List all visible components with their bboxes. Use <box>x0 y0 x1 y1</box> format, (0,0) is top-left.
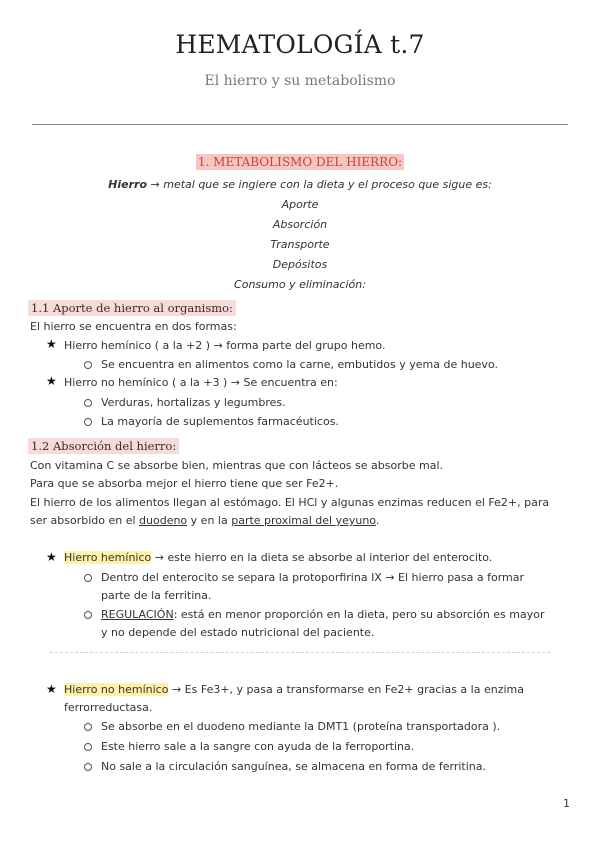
sub-bullet-text: parte de la ferritina. <box>101 589 212 602</box>
star-bullet-icon: ★ <box>46 374 57 388</box>
sub-bullet-text: Verduras, hortalizas y legumbres. <box>101 396 286 409</box>
subsection-heading: 1.1 Aporte de hierro al organismo: <box>28 300 236 316</box>
circle-bullet-icon <box>84 574 92 582</box>
sub-bullet-text: No sale a la circulación sanguínea, se almacena en forma de ferritina. <box>101 760 486 773</box>
circle-bullet-icon <box>84 763 92 771</box>
sub-bullet-text: Este hierro sale a la sangre con ayuda de la ferroportina. <box>101 740 415 753</box>
paragraph <box>30 514 379 527</box>
section-intro <box>0 178 600 191</box>
section-heading-wrap <box>0 151 600 170</box>
bullet-text <box>64 683 524 696</box>
step-item: Absorción <box>272 218 328 231</box>
sub-bullet-text: Se encuentra en alimentos como la carne, embutidos y yema de huevo. <box>101 358 498 371</box>
paragraph: El hierro de los alimentos llegan al estómago. El HCl y algunas enzimas reducen el Fe2+, para <box>30 496 550 509</box>
step-item: Transporte <box>270 238 330 251</box>
paragraph: El hierro se encuentra en dos formas: <box>30 320 237 333</box>
highlighted-term: Hierro hemínico <box>64 551 152 564</box>
text: ser absorbido en el <box>30 514 140 527</box>
paragraph: Para que se absorba mejor el hierro tiene que ser Fe2+. <box>30 477 339 490</box>
underlined-text: parte proximal del yeyuno <box>231 514 376 527</box>
star-bullet-icon: ★ <box>46 682 57 696</box>
bullet-text: Hierro hemínico ( a la +2 ) → forma parte del grupo hemo. <box>64 339 386 352</box>
circle-bullet-icon <box>84 399 92 407</box>
star-bullet-icon: ★ <box>46 337 57 351</box>
star-bullet-icon: ★ <box>46 550 57 564</box>
circle-bullet-icon <box>84 723 92 731</box>
text: → Es Fe3+, y pasa a transformarse en Fe2+ gracias a la enzima <box>168 683 524 696</box>
highlighted-term: Hierro no hemínico <box>64 683 169 696</box>
bullet-text: Hierro no hemínico ( a la +3 ) → Se encuentra en: <box>64 376 338 389</box>
underlined-text: REGULACIÓN <box>101 608 174 621</box>
text: y en la <box>187 514 232 527</box>
subsection-heading: 1.2 Absorción del hierro: <box>28 438 179 454</box>
intro-bold: Hierro <box>108 178 148 191</box>
dashed-divider <box>50 652 550 653</box>
circle-bullet-icon <box>84 418 92 426</box>
circle-bullet-icon <box>84 611 92 619</box>
page-subtitle: El hierro y su metabolismo <box>204 73 396 89</box>
subsection-heading-wrap <box>28 435 179 454</box>
text: : está en menor proporción en la dieta, pero su absorción es mayor <box>173 608 545 621</box>
sub-bullet-text: Dentro del enterocito se separa la protoporfirina IX → El hierro pasa a formar <box>101 571 525 584</box>
step-item: Aporte <box>281 198 319 211</box>
bullet-text <box>64 551 492 564</box>
circle-bullet-icon <box>84 361 92 369</box>
paragraph: Con vitamina C se absorbe bien, mientras que con lácteos se absorbe mal. <box>30 459 443 472</box>
sub-bullet-text: Se absorbe en el duodeno mediante la DMT1 (proteína transportadora ). <box>101 720 501 733</box>
sub-bullet-text: y no depende del estado nutricional del paciente. <box>101 626 375 639</box>
text: → este hierro en la dieta se absorbe al interior del enterocito. <box>151 551 493 564</box>
circle-bullet-icon <box>84 743 92 751</box>
step-item: Depósitos <box>272 258 328 271</box>
sub-bullet-text: La mayoría de suplementos farmacéuticos. <box>101 415 339 428</box>
intro-rest: → metal que se ingiere con la dieta y el proceso que sigue es: <box>147 178 492 191</box>
text: . <box>375 514 380 527</box>
section-heading: 1. METABOLISMO DEL HIERRO: <box>197 155 403 169</box>
page-title: HEMATOLOGÍA t.7 <box>175 30 425 59</box>
step-item: Consumo y eliminación: <box>234 278 366 291</box>
underlined-text: duodeno <box>139 514 188 527</box>
page-number: 1 <box>563 797 570 810</box>
title-divider <box>32 124 568 125</box>
sub-bullet-text <box>101 608 545 621</box>
bullet-text: ferrorreductasa. <box>64 701 153 714</box>
subsection-heading-wrap <box>28 297 236 316</box>
